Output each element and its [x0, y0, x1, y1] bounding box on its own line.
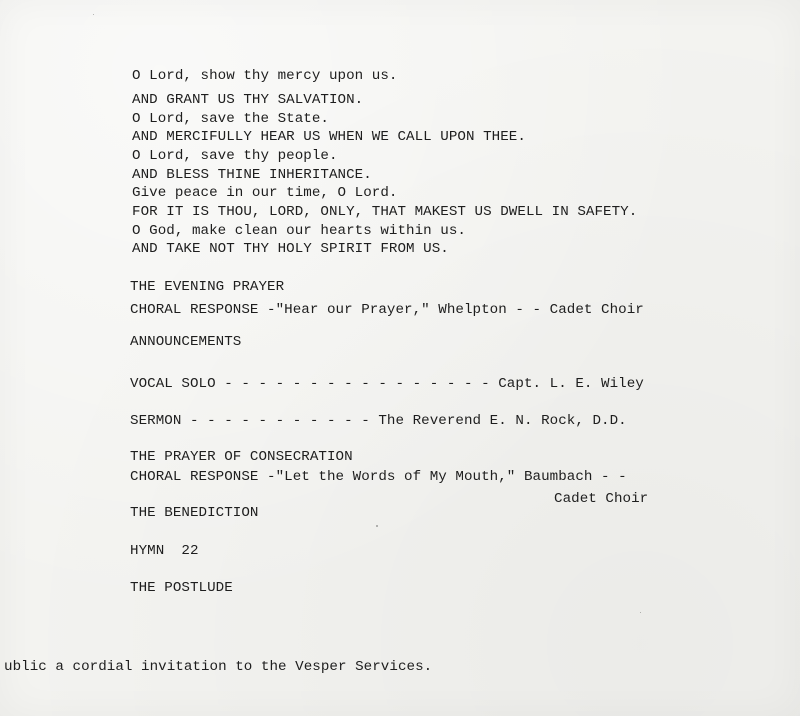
litany-line-7: Give peace in our time, O Lord. — [132, 185, 398, 201]
evening-prayer-heading: THE EVENING PRAYER — [130, 279, 285, 295]
postlude-heading: THE POSTLUDE — [130, 580, 233, 596]
litany-line-1: O Lord, show thy mercy upon us. — [132, 68, 398, 84]
litany-line-9: O God, make clean our hearts within us. — [132, 223, 466, 239]
choral-response-baumbach: CHORAL RESPONSE -"Let the Words of My Mouth," Baumbach - - — [130, 469, 627, 485]
paper-speck — [93, 14, 94, 15]
vocal-solo-line: VOCAL SOLO - - - - - - - - - - - - - - - - Capt. L. E. Wiley — [130, 376, 644, 392]
paper-speck — [640, 612, 641, 613]
prayer-of-consecration-heading: THE PRAYER OF CONSECRATION — [130, 449, 353, 465]
litany-line-2: AND GRANT US THY SALVATION. — [132, 92, 364, 108]
sermon-line: SERMON - - - - - - - - - - - The Reverend E. N. Rock, D.D. — [130, 413, 627, 429]
announcements-heading: ANNOUNCEMENTS — [130, 334, 242, 350]
litany-line-4: AND MERCIFULLY HEAR US WHEN WE CALL UPON THEE. — [132, 129, 526, 145]
vesper-invitation-line: ublic a cordial invitation to the Vesper Services. — [4, 659, 433, 675]
litany-line-6: AND BLESS THINE INHERITANCE. — [132, 167, 372, 183]
hymn-line: HYMN 22 — [130, 543, 199, 559]
benediction-heading: THE BENEDICTION — [130, 505, 259, 521]
litany-line-5: O Lord, save thy people. — [132, 148, 338, 164]
litany-line-8: FOR IT IS THOU, LORD, ONLY, THAT MAKEST US DWELL IN SAFETY. — [132, 204, 638, 220]
litany-line-3: O Lord, save the State. — [132, 111, 329, 127]
choral-response-baumbach-performer: Cadet Choir — [554, 491, 649, 507]
litany-line-10: AND TAKE NOT THY HOLY SPIRIT FROM US. — [132, 241, 449, 257]
paper-speck — [376, 525, 378, 527]
choral-response-whelpton: CHORAL RESPONSE -"Hear our Prayer," Whelpton - - Cadet Choir — [130, 302, 644, 318]
